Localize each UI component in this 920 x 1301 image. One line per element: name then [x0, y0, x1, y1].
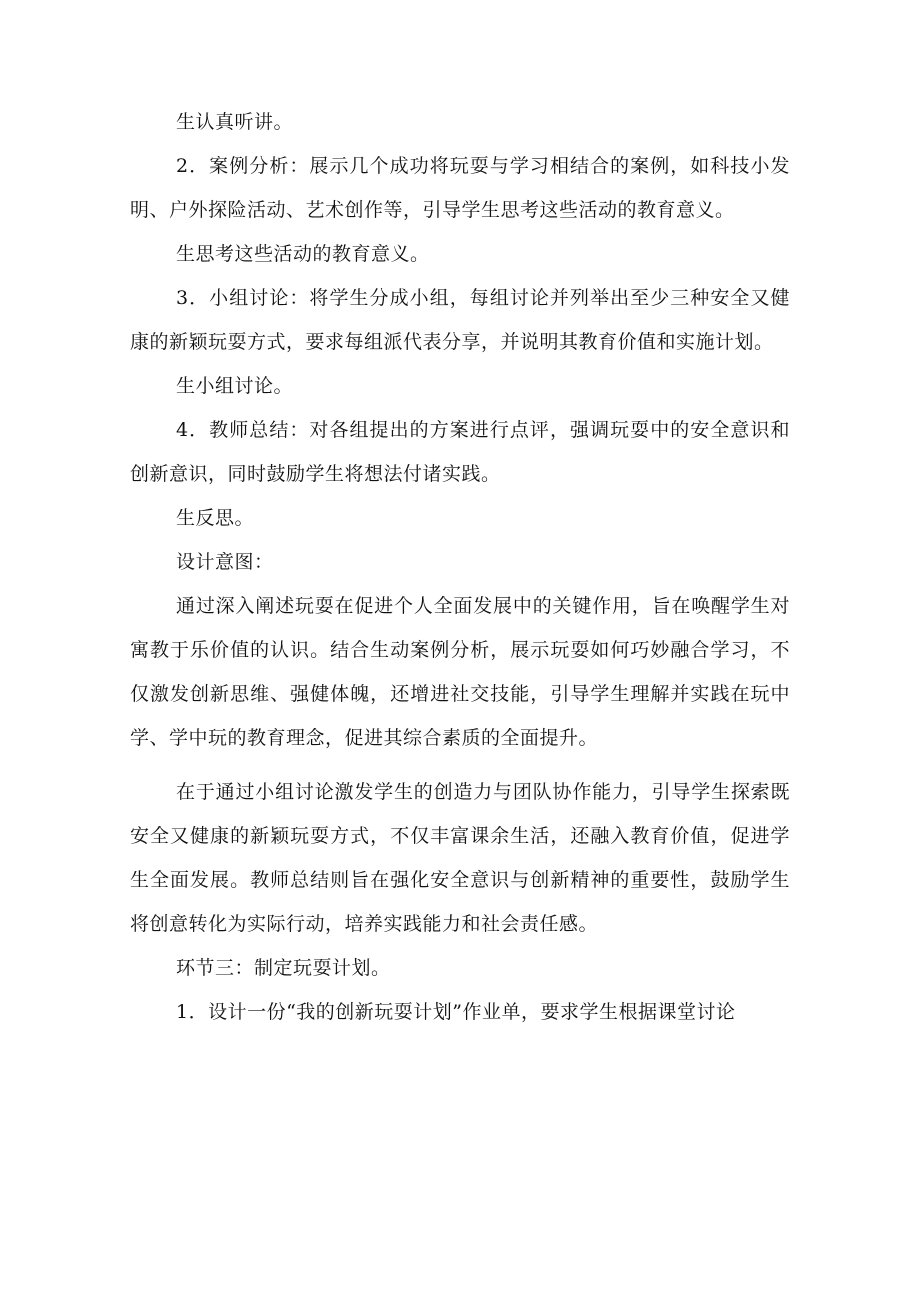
paragraph-group-discussion: 3．小组讨论：将学生分成小组，每组讨论并列举出至少三种安全又健康的新颖玩耍方式，要求每组派代表分享，并说明其教育价值和实施计划。: [130, 287, 790, 353]
paragraph-student-listen: 生认真听讲。: [176, 111, 294, 133]
paragraph-design-intent-2: 在于通过小组讨论激发学生的创造力与团队协作能力，引导学生探索既安全又健康的新颖玩耍方式，不仅丰富课余生活，还融入教育价值，促进学生全面发展。教师总结则旨在强化安全意识与创新精神的重要性，鼓励学生将创意转化为实际行动，培养实践能力和社会责任感。: [130, 781, 790, 935]
paragraph-teacher-summary: 4．教师总结：对各组提出的方案进行点评，强调玩耍中的安全意识和创新意识，同时鼓励学生将想法付诸实践。: [130, 419, 790, 485]
paragraph-student-discuss: 生小组讨论。: [176, 375, 294, 397]
document-body: [130, 100, 790, 1034]
paragraph-section-three: 环节三：制定玩耍计划。: [176, 957, 391, 979]
paragraph-case-analysis: 2．案例分析：展示几个成功将玩耍与学习相结合的案例，如科技小发明、户外探险活动、艺术创作等，引导学生思考这些活动的教育意义。: [130, 155, 790, 221]
paragraph-design-intent-1: 通过深入阐述玩耍在促进个人全面发展中的关键作用，旨在唤醒学生对寓教于乐价值的认识。结合生动案例分析，展示玩耍如何巧妙融合学习，不仅激发创新思维、强健体魄，还增进社交技能，引导学生理解并实践在玩中学、学中玩的教育理念，促进其综合素质的全面提升。: [130, 595, 790, 749]
paragraph-student-reflect: 生反思。: [176, 507, 255, 529]
paragraph-student-think: 生思考这些活动的教育意义。: [176, 243, 430, 265]
paragraph-plan-worksheet: 1．设计一份“我的创新玩耍计划”作业单，要求学生根据课堂讨论: [176, 1001, 736, 1023]
paragraph-design-intent-heading: 设计意图：: [176, 551, 274, 573]
